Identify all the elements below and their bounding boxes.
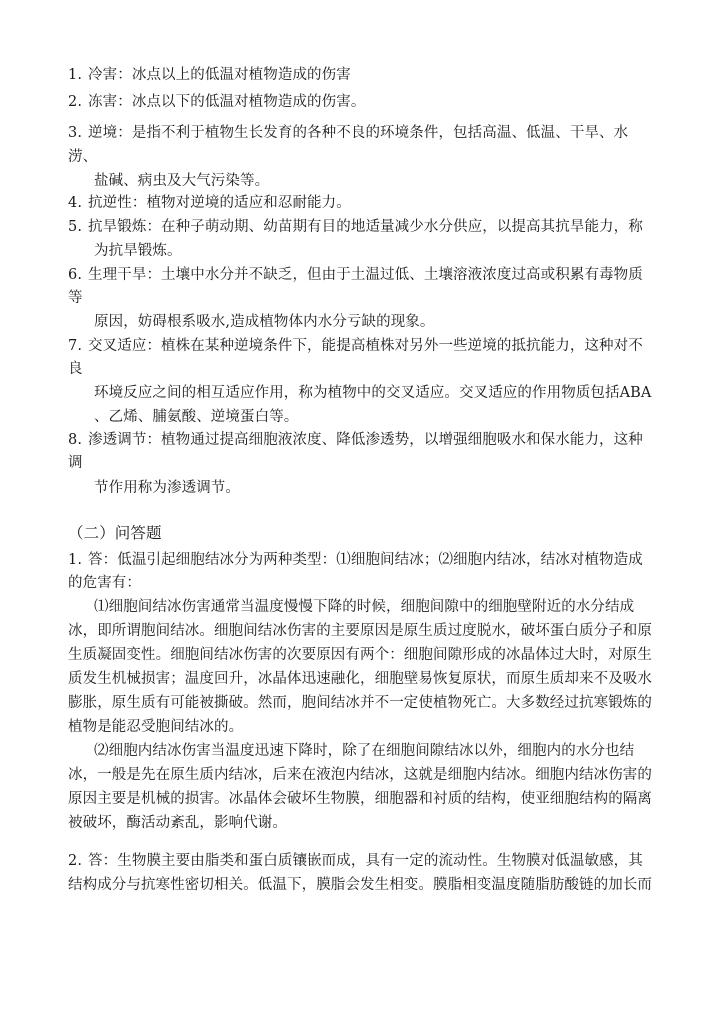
answer-1: 1. 答：低温引起细胞结冰分为两种类型：⑴细胞间结冰；⑵细胞内结冰，结冰对植物造成 bbox=[68, 552, 643, 568]
answer-1-line: 生质凝固变性。细胞间结冰伤害的次要原因有两个：细胞间隙形成的冰晶体过大时，对原生 bbox=[68, 647, 652, 663]
definition-4: 4. 抗逆性：植物对逆境的适应和忍耐能力。 bbox=[68, 195, 351, 211]
definition-1: 1. 冷害：冰点以上的低温对植物造成的伤害 bbox=[68, 67, 351, 83]
answer-1-line: 冰，即所谓胞间结冰。细胞间结冰伤害的主要原因是原生质过度脱水，破坏蛋白质分子和原 bbox=[68, 623, 652, 639]
answer-1-line: ⑴细胞间结冰伤害通常当温度慢慢下降的时候，细胞间隙中的细胞壁附近的水分结成 bbox=[94, 599, 635, 615]
definition-3-cont: 盐碱、病虫及大气污染等。 bbox=[94, 173, 270, 189]
definition-3-cont: 涝、 bbox=[68, 149, 98, 165]
definition-5-cont: 为抗旱锻炼。 bbox=[94, 243, 182, 259]
definition-6-cont: 等 bbox=[68, 290, 83, 306]
answer-2-line: 结构成分与抗寒性密切相关。低温下，膜脂会发生相变。膜脂相变温度随脂肪酸链的加长而 bbox=[68, 877, 652, 893]
answer-1-line: 膨胀，原生质有可能被撕破。然而，胞间结冰并不一定使植物死亡。大多数经过抗寒锻炼的 bbox=[68, 695, 652, 711]
definition-7: 7. 交叉适应：植株在某种逆境条件下，能提高植株对另外一些逆境的抵抗能力，这种对不 bbox=[68, 338, 643, 354]
answer-1-line: 的危害有： bbox=[68, 575, 141, 591]
definition-3: 3. 逆境：是指不利于植物生长发育的各种不良的环境条件，包括高温、低温、干旱、水 bbox=[68, 125, 629, 141]
answer-1-line: 被破坏，酶活动紊乱，影响代谢。 bbox=[68, 815, 287, 831]
definition-5: 5. 抗旱锻炼：在种子萌动期、幼苗期有目的地适量减少水分供应，以提高其抗旱能力，称 bbox=[68, 219, 643, 235]
definition-7-cont: 良 bbox=[68, 361, 83, 377]
answer-1-line: 冰，一般是先在原生质内结冰，后来在液泡内结冰，这就是细胞内结冰。细胞内结冰伤害的 bbox=[68, 767, 652, 783]
definition-8-cont: 调 bbox=[68, 455, 83, 471]
definition-7-cont: 环境反应之间的相互适应作用，称为植物中的交叉适应。交叉适应的作用物质包括ABA bbox=[94, 385, 652, 401]
answer-1-line: ⑵细胞内结冰伤害当温度迅速下降时，除了在细胞间隙结冰以外，细胞内的水分也结 bbox=[94, 743, 635, 759]
answer-1-line: 质发生机械损害；温度回升，冰晶体迅速融化，细胞壁易恢复原状，而原生质却来不及吸水 bbox=[68, 671, 652, 687]
answer-1-line: 植物是能忍受胞间结冰的。 bbox=[68, 719, 244, 735]
answer-1-line: 原因主要是机械的损害。冰晶体会破坏生物膜，细胞器和衬质的结构，使亚细胞结构的隔离 bbox=[68, 791, 652, 807]
definition-6: 6. 生理干旱：土壤中水分并不缺乏，但由于土温过低、土壤溶液浓度过高或积累有毒物质 bbox=[68, 267, 643, 283]
definition-2: 2. 冻害：冰点以下的低温对植物造成的伤害。 bbox=[68, 94, 366, 110]
answer-2: 2. 答：生物膜主要由脂类和蛋白质镶嵌而成，具有一定的流动性。生物膜对低温敏感，其 bbox=[68, 853, 643, 869]
definition-7-cont: 、乙烯、脯氨酸、逆境蛋白等。 bbox=[94, 409, 299, 425]
section-title: （二）问答题 bbox=[68, 524, 162, 542]
definition-6-cont: 原因，妨碍根系吸水,造成植物体内水分亏缺的现象。 bbox=[94, 314, 435, 330]
definition-8-cont: 节作用称为渗透调节。 bbox=[94, 480, 240, 496]
definition-8: 8. 渗透调节：植物通过提高细胞液浓度、降低渗透势，以增强细胞吸水和保水能力，这种 bbox=[68, 432, 643, 448]
